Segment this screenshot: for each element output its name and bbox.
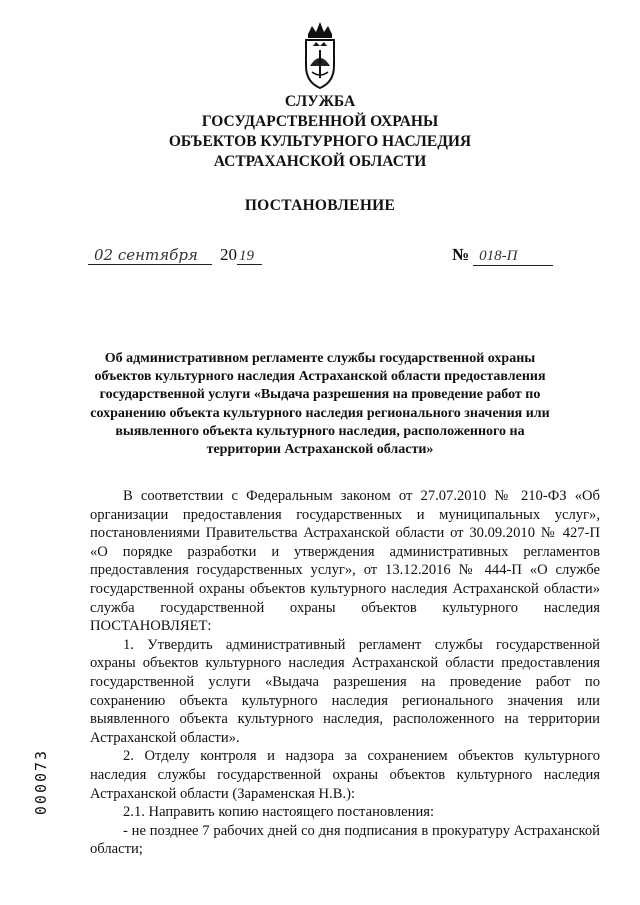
stamp-number-text: 000073	[32, 748, 50, 816]
paragraph-item-2-1: 2.1. Направить копию настоящего постановления:	[123, 804, 435, 821]
subject-line: государственной услуги «Выдача разрешения на проведение работ по	[99, 387, 541, 403]
registration-stamp-number	[26, 722, 56, 842]
issuer-line: ОБЪЕКТОВ КУЛЬТУРНОГО НАСЛЕДИЯ	[168, 133, 472, 150]
number-value: 018-П	[473, 248, 553, 266]
document-type: ПОСТАНОВЛЕНИЕ	[244, 197, 396, 214]
date-year-prefix: 20	[220, 245, 237, 264]
subject-line: объектов культурного наследия Астраханской области предоставления	[94, 369, 546, 385]
document-date	[88, 245, 262, 265]
issuer-line: АСТРАХАНСКОЙ ОБЛАСТИ	[213, 153, 427, 170]
issuer-line: СЛУЖБА	[284, 93, 356, 110]
document-number	[452, 245, 553, 266]
document-body	[90, 487, 600, 859]
issuer-header	[0, 92, 640, 172]
date-year-suffix: 19	[237, 248, 262, 265]
paragraph-item-1: 1. Утвердить административный регламент службы государственной охраны объектов культурного наследия Астраханской области предоставления государственной услуги «Выдача разрешения на проведение работ по сохранению объекта культурного наследия регионального значения или выявленного объекта культурного наследия, расположенного на территории Астраханской области».	[90, 636, 600, 746]
paragraph-preamble: В соответствии с Федеральным законом от 27.07.2010 № 210-ФЗ «Об организации предоставления государственных и муниципальных услуг», постановлениями Правительства Астраханской области от 30.09.2010 № 427-П «О порядке разработки и утверждения административных регламентов предоставления государственных услуг», от 13.12.2016 № 444-П «О службе государственной охраны объектов культурного наследия Астраханской области» служба государственной охраны объектов культурного наследия ПОСТАНОВЛЯЕТ:	[90, 488, 600, 635]
coat-of-arms-icon	[300, 20, 340, 90]
number-sign: №	[452, 245, 470, 264]
paragraph-item-2-1-dash: - не позднее 7 рабочих дней со дня подписания в прокуратуру Астраханской области;	[90, 822, 600, 858]
document-subject	[90, 350, 550, 459]
subject-line: сохранению объекта культурного наследия регионального значения или	[90, 405, 550, 421]
subject-line: территории Астраханской области»	[206, 442, 434, 458]
subject-line: Об административном регламенте службы государственной охраны	[104, 351, 536, 366]
issuer-line: ГОСУДАРСТВЕННОЙ ОХРАНЫ	[201, 113, 439, 130]
date-day-month: 02 сентября	[88, 246, 212, 265]
paragraph-item-2: 2. Отделу контроля и надзора за сохранением объектов культурного наследия службы государственной охраны объектов культурного наследия Астраханской области (Зараменская Н.В.):	[90, 748, 600, 802]
subject-line: выявленного объекта культурного наследия, расположенного на	[115, 423, 525, 439]
